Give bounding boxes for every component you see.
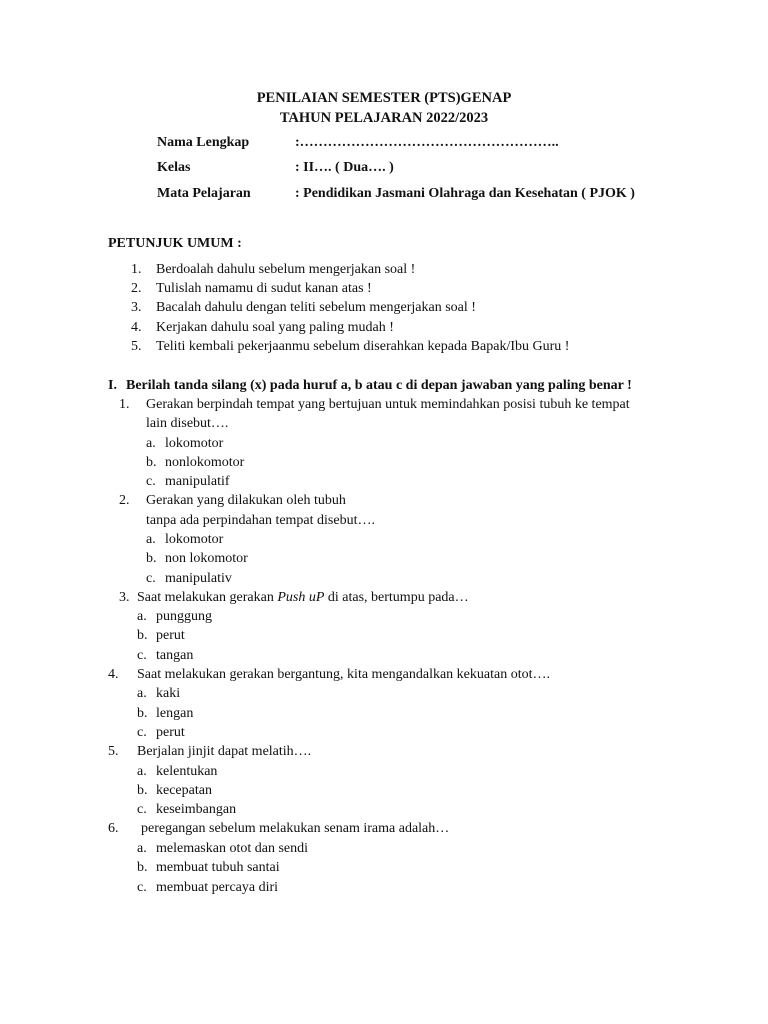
option-text: kecepatan — [156, 783, 212, 798]
option-text: keseimbangan — [156, 802, 237, 817]
class-value: : II…. ( Dua…. ) — [295, 160, 394, 175]
question-number: 5. — [108, 744, 119, 759]
option-letter[interactable]: a. — [137, 841, 147, 856]
option-letter[interactable]: b. — [137, 706, 148, 721]
question-number: 3. — [119, 590, 130, 605]
section-heading: Berilah tanda silang (x) pada huruf a, b atau c di depan jawaban yang paling benar ! — [126, 378, 632, 393]
option-text: lokomotor — [165, 532, 224, 547]
option-letter[interactable]: a. — [137, 764, 147, 779]
option-text: perut — [156, 628, 185, 643]
option-letter[interactable]: b. — [137, 628, 148, 643]
option-letter[interactable]: a. — [137, 609, 147, 624]
question-text: Saat melakukan gerakan Push uP di atas, bertumpu pada… — [137, 590, 469, 605]
question-text: Gerakan berpindah tempat yang bertujuan untuk memindahkan posisi tubuh ke tempat — [146, 397, 630, 412]
option-letter[interactable]: a. — [137, 686, 147, 701]
section-number: I. — [108, 378, 117, 393]
option-text: lokomotor — [165, 436, 224, 451]
option-text: punggung — [156, 609, 212, 624]
question-text: Saat melakukan gerakan bergantung, kita mengandalkan kekuatan otot…. — [137, 667, 550, 682]
option-letter[interactable]: c. — [146, 474, 156, 489]
option-text: membuat tubuh santai — [156, 860, 280, 875]
list-item-number: 1. — [131, 262, 142, 277]
subject-value: : Pendidikan Jasmani Olahraga dan Kesehatan ( PJOK ) — [295, 186, 635, 201]
question-text: peregangan sebelum melakukan senam irama adalah… — [141, 821, 450, 836]
option-letter[interactable]: c. — [137, 725, 147, 740]
option-text: manipulativ — [165, 571, 232, 586]
option-letter[interactable]: b. — [146, 455, 157, 470]
list-item-number: 2. — [131, 281, 142, 296]
option-letter[interactable]: b. — [137, 783, 148, 798]
list-item-number: 3. — [131, 300, 142, 315]
class-label: Kelas — [157, 160, 191, 175]
list-item: Kerjakan dahulu soal yang paling mudah ! — [156, 320, 394, 335]
academic-year: TAHUN PELAJARAN 2022/2023 — [279, 110, 489, 126]
name-label: Nama Lengkap — [157, 135, 250, 150]
option-letter[interactable]: b. — [146, 551, 157, 566]
subject-label: Mata Pelajaran — [157, 186, 251, 201]
option-text: tangan — [156, 648, 194, 663]
option-text: nonlokomotor — [165, 455, 245, 470]
option-letter[interactable]: c. — [137, 648, 147, 663]
list-item: Tulislah namamu di sudut kanan atas ! — [156, 281, 372, 296]
question-number: 4. — [108, 667, 119, 682]
question-text: lain disebut…. — [146, 416, 229, 431]
option-text: kelentukan — [156, 764, 218, 779]
option-letter[interactable]: a. — [146, 436, 156, 451]
list-item: Berdoalah dahulu sebelum mengerjakan soal ! — [156, 262, 416, 277]
option-text: membuat percaya diri — [156, 880, 279, 895]
question-text: Gerakan yang dilakukan oleh tubuh — [146, 493, 346, 508]
option-text: lengan — [156, 706, 194, 721]
question-text: Berjalan jinjit dapat melatih…. — [137, 744, 312, 759]
instructions-heading: PETUNJUK UMUM : — [108, 236, 242, 251]
list-item-number: 4. — [131, 320, 142, 335]
option-letter[interactable]: c. — [137, 802, 147, 817]
option-text: perut — [156, 725, 185, 740]
list-item: Teliti kembali pekerjaanmu sebelum diserahkan kepada Bapak/Ibu Guru ! — [156, 339, 570, 354]
question-text: tanpa ada perpindahan tempat disebut…. — [146, 513, 375, 528]
option-text: melemaskan otot dan sendi — [156, 841, 309, 856]
option-letter[interactable]: a. — [146, 532, 156, 547]
option-letter[interactable]: c. — [137, 880, 147, 895]
question-number: 2. — [119, 493, 130, 508]
question-number: 6. — [108, 821, 119, 836]
list-item-number: 5. — [131, 339, 142, 354]
option-text: manipulatif — [165, 474, 230, 489]
question-number: 1. — [119, 397, 130, 412]
option-letter[interactable]: c. — [146, 571, 156, 586]
exam-title: PENILAIAN SEMESTER (PTS)GENAP — [256, 90, 512, 106]
name-field[interactable]: :……………………………………………….. — [295, 135, 559, 150]
option-text: non lokomotor — [165, 551, 248, 566]
option-text: kaki — [156, 686, 181, 701]
option-letter[interactable]: b. — [137, 860, 148, 875]
list-item: Bacalah dahulu dengan teliti sebelum mengerjakan soal ! — [156, 300, 476, 315]
